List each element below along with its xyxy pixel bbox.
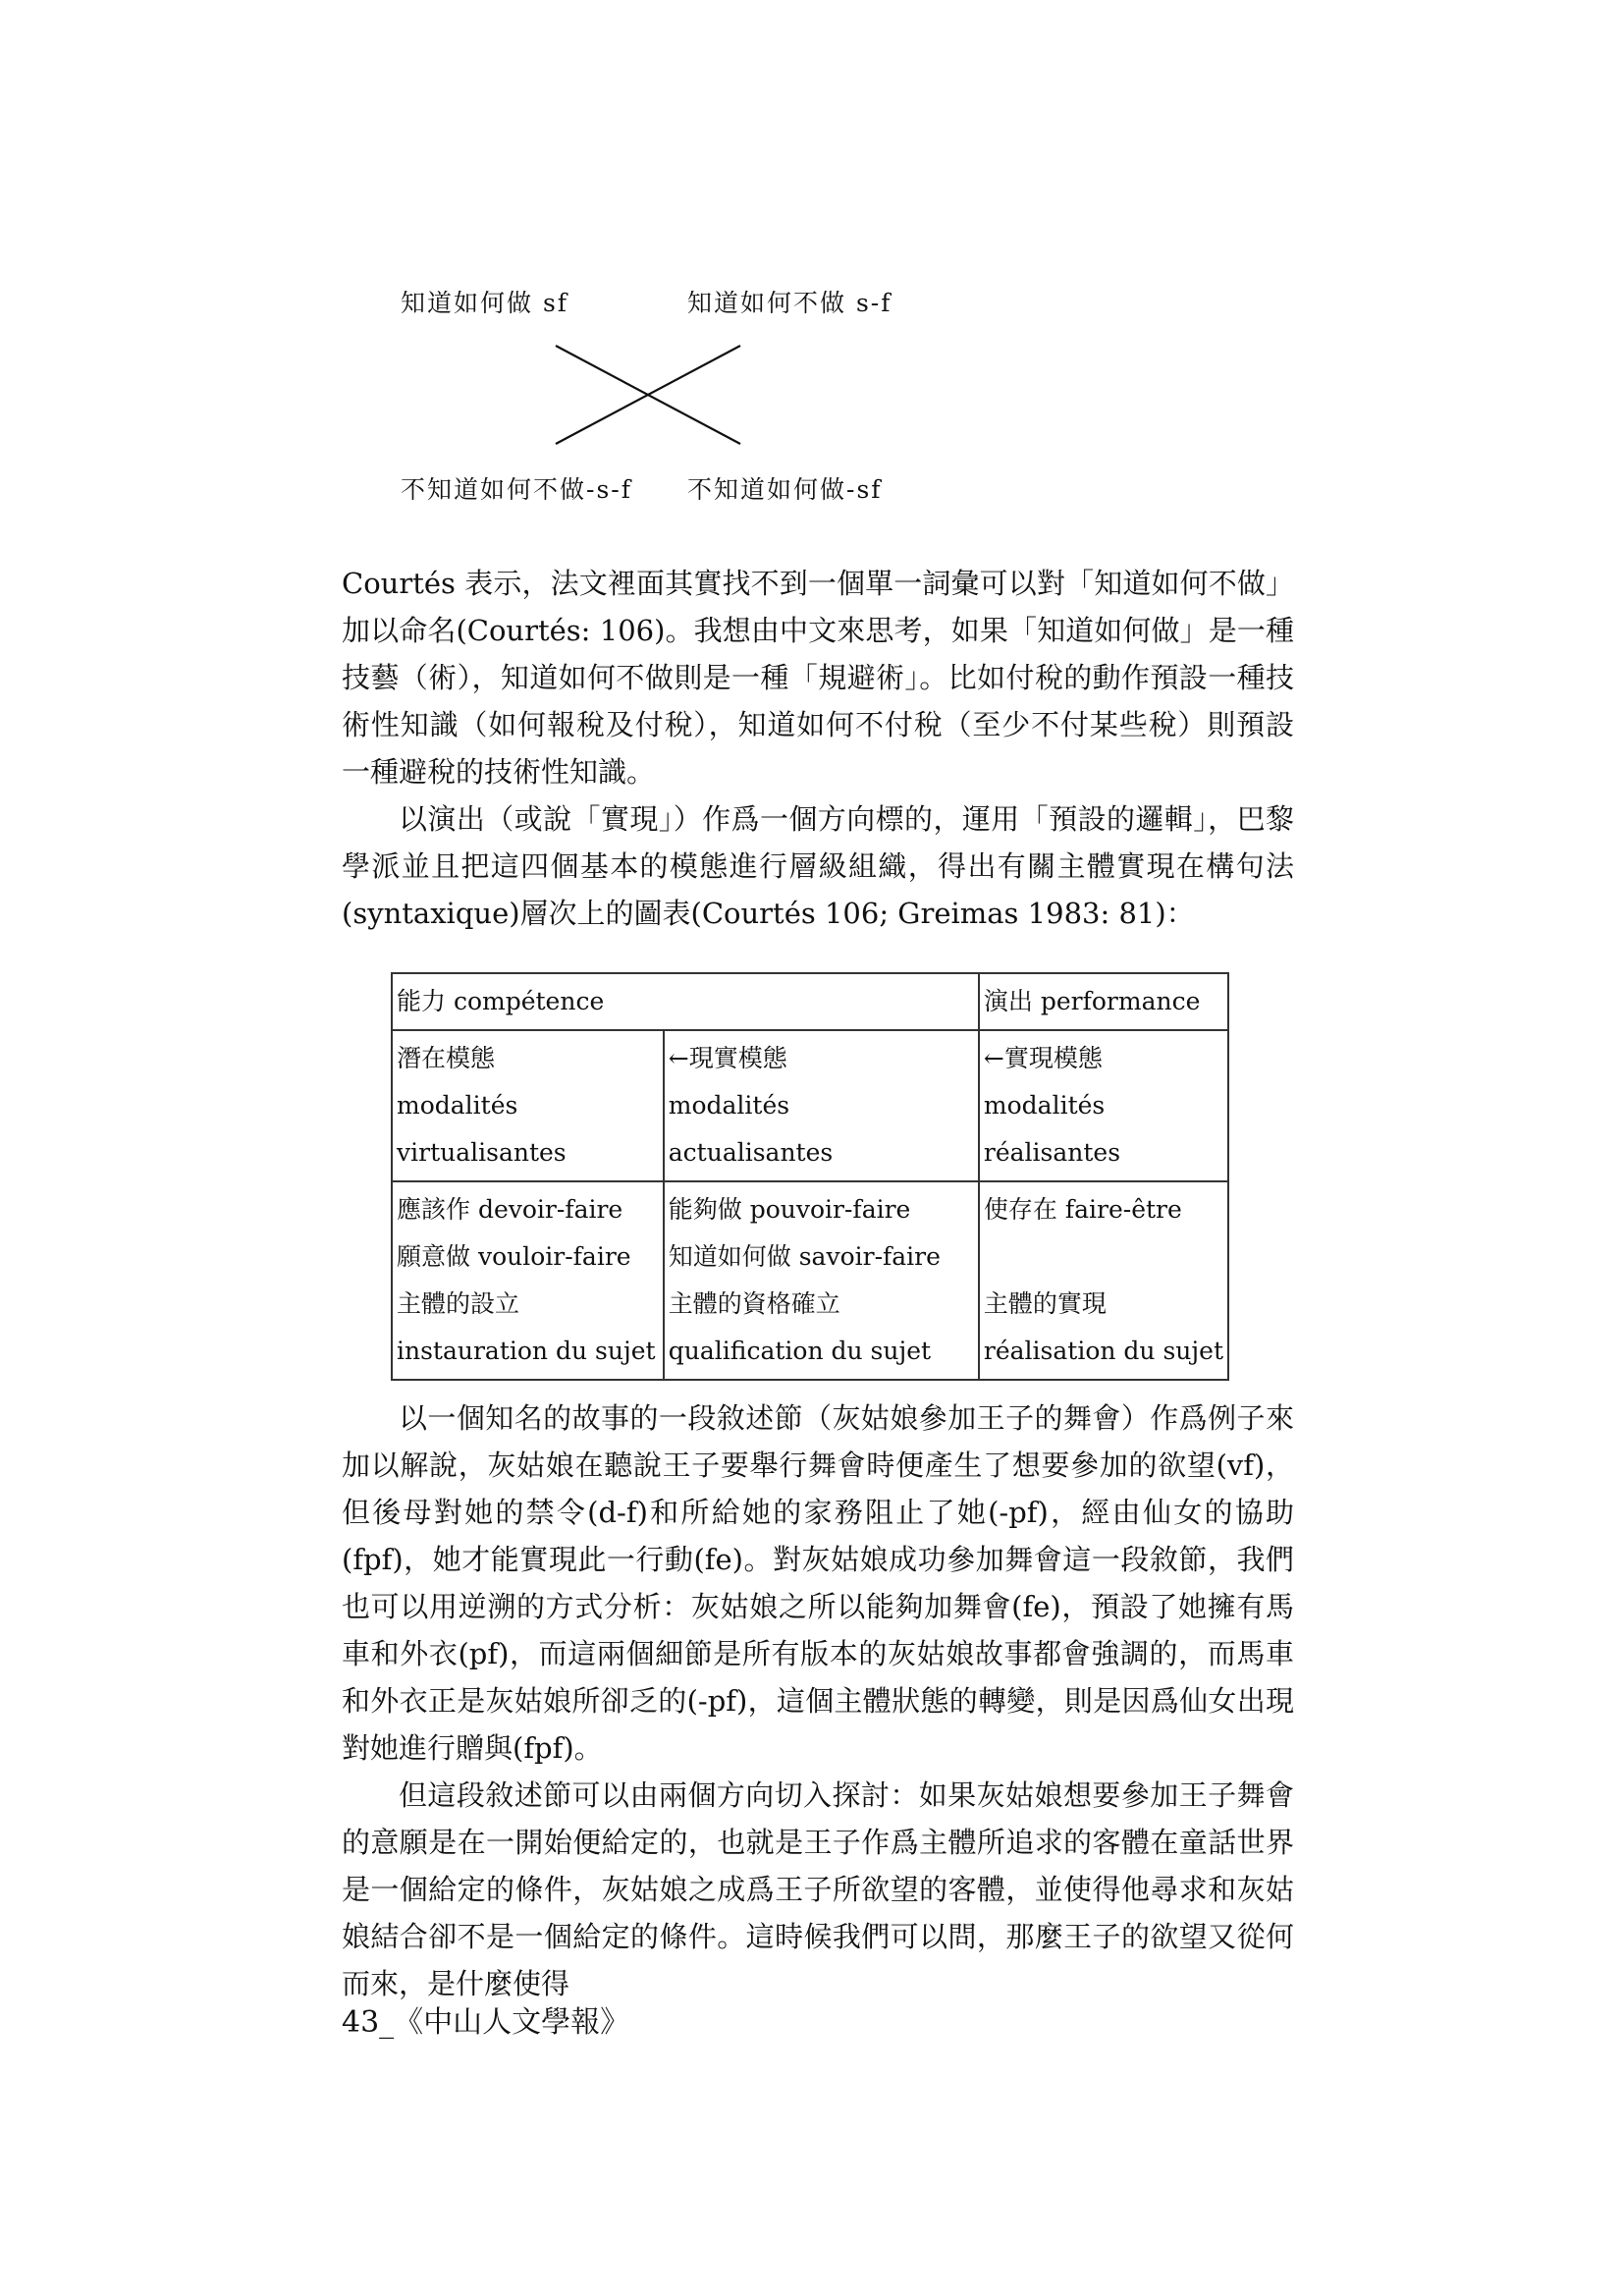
diagram-label-bottom-left: 不知道如何不做-s-f <box>401 475 632 504</box>
cell-line: modalités <box>668 1091 790 1120</box>
text-block-top <box>342 560 1294 937</box>
table-row <box>392 1181 1228 1380</box>
table-header-row <box>392 973 1228 1030</box>
cell-line: modalités <box>397 1091 518 1120</box>
text-block-bottom <box>342 1394 1294 2007</box>
paragraph: 但這段敘述節可以由兩個方向切入探討：如果灰姑娘想要參加王子舞會的意願是在一開始便給定的，也就是王子作爲主體所追求的客體在童話世界是一個給定的條件，灰姑娘之成爲王子所欲望的客體，並使得他尋求和灰姑娘結合卻不是一個給定的條件。這時候我們可以問，那麼王子的欲望又從何而來，是什麼使得 <box>342 1778 1294 2000</box>
diagram-label-top-right: 知道如何不做 s-f <box>687 289 892 317</box>
cell-line <box>984 1233 1223 1281</box>
diagram-label-bottom-right: 不知道如何做-sf <box>687 475 883 504</box>
cell-line: virtualisantes <box>397 1138 567 1167</box>
cell-line: 潛在模態 <box>397 1044 496 1072</box>
table-cell <box>664 1181 979 1380</box>
cell-line: qualification du sujet <box>668 1337 932 1365</box>
cell-line: réalisation du sujet <box>983 1337 1223 1365</box>
table-header-competence: 能力 compétence <box>392 973 979 1030</box>
modal-square-diagram <box>0 0 1622 550</box>
page-footer: 43_《中山人文學報》 <box>342 2005 630 2040</box>
table-cell <box>392 1030 664 1181</box>
cell-line: 使存在 faire-être <box>983 1195 1182 1224</box>
table-row <box>392 1030 1228 1181</box>
diagram-cross-lines <box>0 0 1622 550</box>
table-cell <box>392 1181 664 1380</box>
table-cell <box>979 1030 1228 1181</box>
cell-line: ←實現模態 <box>983 1044 1103 1072</box>
cell-line: 能夠做 pouvoir-faire <box>668 1195 911 1224</box>
table-cell <box>664 1030 979 1181</box>
table-header-performance: 演出 performance <box>979 973 1228 1030</box>
diagram-label-top-left: 知道如何做 sf <box>401 289 569 317</box>
cell-line: actualisantes <box>668 1138 834 1167</box>
modal-hierarchy-table <box>391 972 1229 1381</box>
cell-line: ←現實模態 <box>668 1044 787 1072</box>
cell-line: 主體的設立 <box>397 1289 520 1318</box>
cell-line: 願意做 vouloir-faire <box>397 1242 631 1271</box>
cell-line: 主體的實現 <box>983 1289 1107 1318</box>
paragraph: Courtés 表示，法文裡面其實找不到一個單一詞彙可以對「知道如何不做」加以命名(Courtés: 106)。我想由中文來思考，如果「知道如何做」是一種技藝（術），知道如何不做則是一種「規避術」。比如付稅的動作預設一種技術性知識（如何報稅及付稅），知道如何不付稅（至少不付某些稅）則預設一種避稅的技術性知識。 <box>342 567 1294 789</box>
cell-line: 知道如何做 savoir-faire <box>668 1242 941 1271</box>
cell-line: 主體的資格確立 <box>668 1289 840 1318</box>
paragraph: 以演出（或說「實現」）作爲一個方向標的，運用「預設的邏輯」，巴黎學派並且把這四個基本的模態進行層級組織，得出有關主體實現在構句法(syntaxique)層次上的圖表(Courtés 106; Greimas 1983: 81)： <box>342 802 1294 930</box>
table-cell <box>979 1181 1228 1380</box>
paragraph: 以一個知名的故事的一段敘述節（灰姑娘參加王子的舞會）作爲例子來加以解說，灰姑娘在聽說王子要舉行舞會時便產生了想要參加的欲望(vf)，但後母對她的禁令(d-f)和所給她的家務阻止了她(-pf)，經由仙女的協助(fpf)，她才能實現此一行動(fe)。對灰姑娘成功參加舞會這一段敘節，我們也可以用逆溯的方式分析：灰姑娘之所以能夠加舞會(fe)，預設了她擁有馬車和外衣(pf)，而這兩個細節是所有版本的灰姑娘故事都會強調的，而馬車和外衣正是灰姑娘所卻乏的(-pf)，這個主體狀態的轉變，則是因爲仙女出現對她進行贈與(fpf)。 <box>342 1401 1294 1765</box>
cell-line: 應該作 devoir-faire <box>397 1195 623 1224</box>
cell-line: instauration du sujet <box>397 1337 656 1365</box>
cell-line: réalisantes <box>983 1138 1121 1167</box>
cell-line: modalités <box>983 1091 1106 1120</box>
